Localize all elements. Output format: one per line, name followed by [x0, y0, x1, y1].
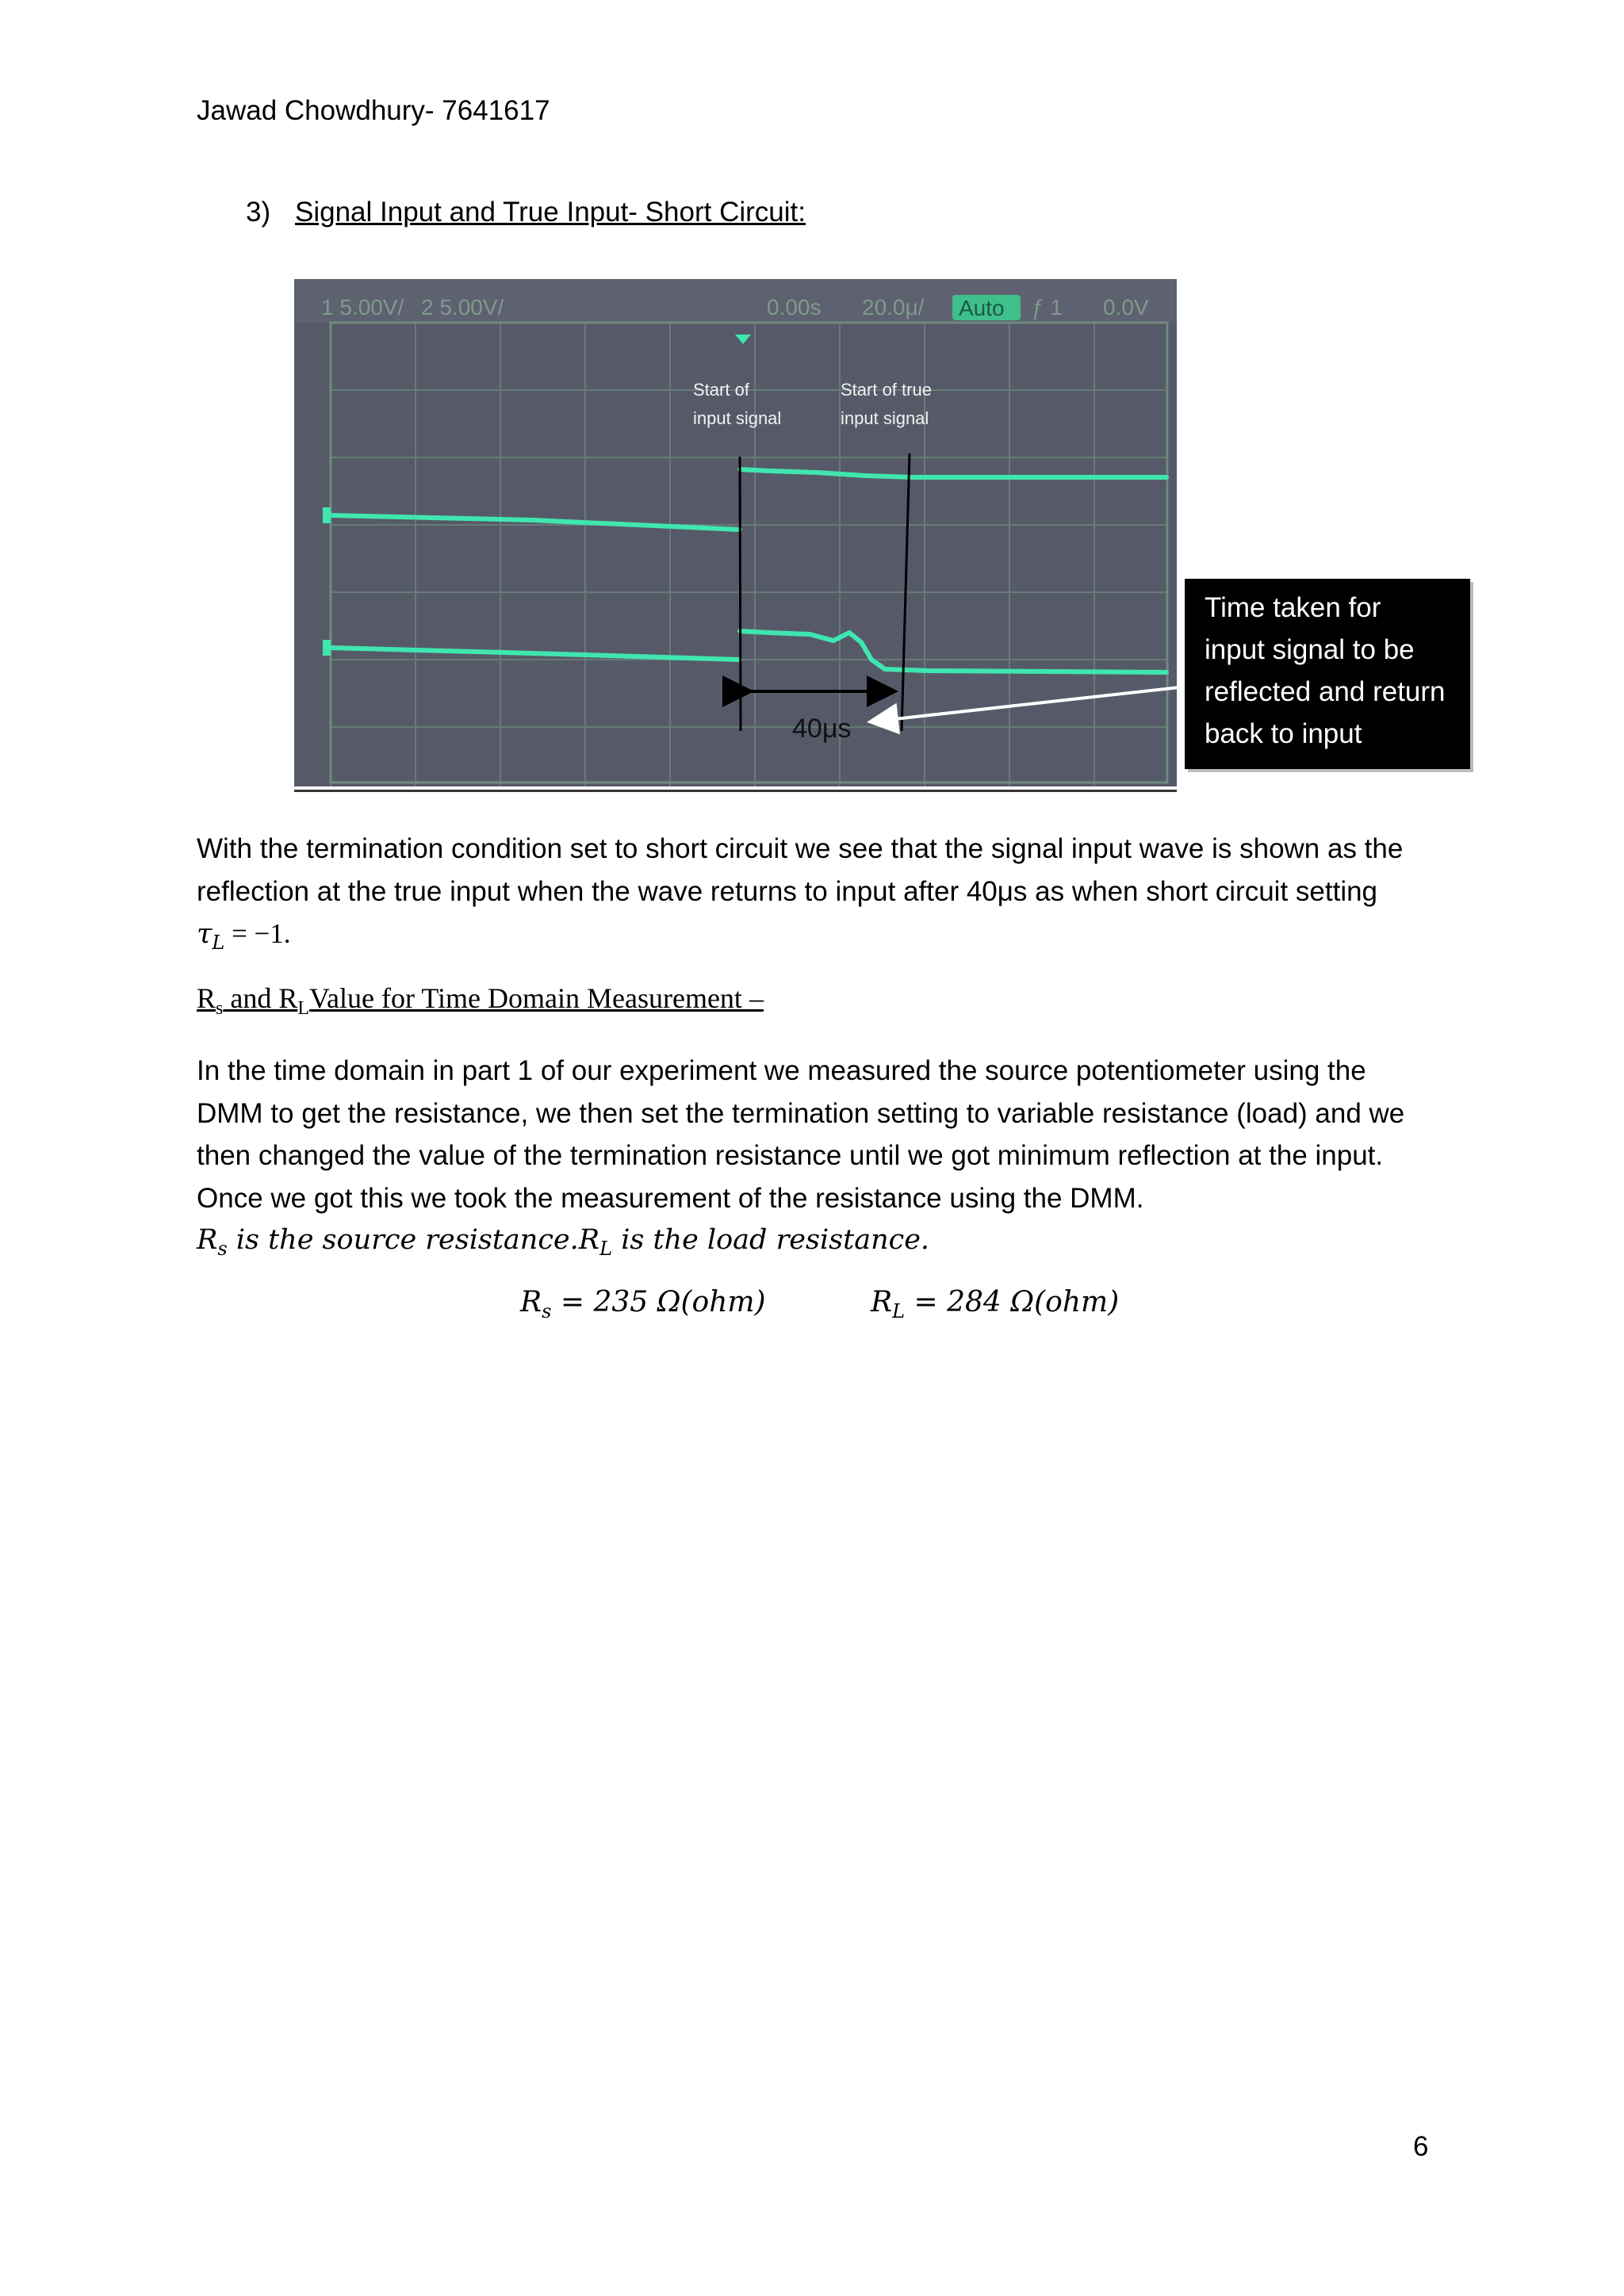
- tau-symbol: τ: [197, 918, 213, 950]
- rl-symbol: R: [578, 1224, 600, 1256]
- screen-background: [294, 279, 1177, 786]
- ch2-marker: [323, 640, 331, 656]
- trigger-source: ƒ 1: [1032, 295, 1063, 320]
- eq-rl-sub: L: [892, 1300, 906, 1323]
- oscilloscope-photo: [294, 279, 1177, 786]
- eq-rl-symbol: R: [871, 1286, 893, 1318]
- oscilloscope-screen: [294, 279, 1177, 786]
- paragraph-line: DMM to get the resistance, we then set the termination setting to variable resistance (load) and we: [197, 1097, 1405, 1129]
- ch1-scale: 1 5.00V/: [321, 295, 404, 320]
- section-title: Signal Input and True Input- Short Circuit:: [295, 197, 806, 228]
- rl-definition: is the load resistance.: [612, 1224, 930, 1256]
- ch2-scale: 2 5.00V/: [421, 295, 504, 320]
- subheading-l-sub: L: [297, 998, 310, 1020]
- paragraph-measurement: [197, 1050, 1434, 1271]
- label-start-true-2: input signal: [841, 408, 929, 428]
- callout-line-1: Time taken for: [1205, 592, 1381, 623]
- time-offset: 0.00s: [767, 295, 822, 320]
- callout-line-3: reflected and return: [1205, 676, 1446, 707]
- paragraph-line: reflection at the true input when the wave returns to input after 40μs as when short circuit setting: [197, 875, 1378, 907]
- eq-rs-sub: s: [542, 1300, 552, 1323]
- subheading-r: R: [197, 982, 216, 1014]
- equation-rl: [871, 1286, 1119, 1322]
- interval-label: 40μs: [792, 714, 852, 744]
- page-number: 6: [1413, 2131, 1429, 2162]
- paragraph-line: Once we got this we took the measurement of the resistance using the DMM.: [197, 1182, 1144, 1214]
- label-start-input-1: Start of: [693, 380, 749, 400]
- rs-symbol: R: [197, 1224, 218, 1256]
- subheading-s-sub: s: [216, 998, 224, 1020]
- subheading-rest: Value for Time Domain Measurement –: [309, 982, 764, 1014]
- marker-line-input: [740, 457, 741, 731]
- paragraph-line: then changed the value of the termination resistance until we got minimum reflection at the input.: [197, 1140, 1384, 1171]
- eq-rl-value: = 284 Ω(ohm): [905, 1286, 1120, 1318]
- trigger-level: 0.0V: [1103, 295, 1149, 320]
- callout-box: [1185, 579, 1470, 769]
- eq-rs-value: = 235 Ω(ohm): [551, 1286, 766, 1318]
- eq-rs-symbol: R: [520, 1286, 542, 1318]
- callout-line-4: back to input: [1205, 718, 1362, 749]
- section-number: 3): [246, 197, 271, 228]
- callout-line-2: input signal to be: [1205, 634, 1415, 665]
- label-start-true-1: Start of true: [841, 380, 932, 400]
- resistance-definitions: [197, 1219, 1434, 1271]
- reflection-coefficient: [197, 913, 1434, 965]
- figure-underline: [294, 790, 1177, 792]
- label-start-input-2: input signal: [693, 408, 782, 428]
- ch1-marker: [323, 507, 331, 523]
- section-heading: [246, 197, 806, 228]
- page-header: Jawad Chowdhury- 7641617: [197, 95, 550, 126]
- paragraph-short-circuit: [197, 828, 1434, 965]
- subheading-and: and R: [223, 982, 298, 1014]
- rl-sub: L: [599, 1238, 613, 1260]
- paragraph-line: In the time domain in part 1 of our experiment we measured the source potentiometer using the: [197, 1055, 1366, 1086]
- equation-rs: [520, 1286, 766, 1322]
- tau-subscript: L: [212, 932, 225, 954]
- timebase: 20.0μ/: [862, 295, 925, 320]
- paragraph-line: With the termination condition set to short circuit we see that the signal input wave is shown as the: [197, 833, 1404, 864]
- rs-definition: is the source resistance.: [227, 1224, 579, 1256]
- auto-mode-label: Auto: [959, 296, 1005, 320]
- subheading-rs-rl: [197, 982, 764, 1020]
- rs-sub: s: [217, 1238, 228, 1260]
- tau-value: = −1.: [224, 918, 291, 949]
